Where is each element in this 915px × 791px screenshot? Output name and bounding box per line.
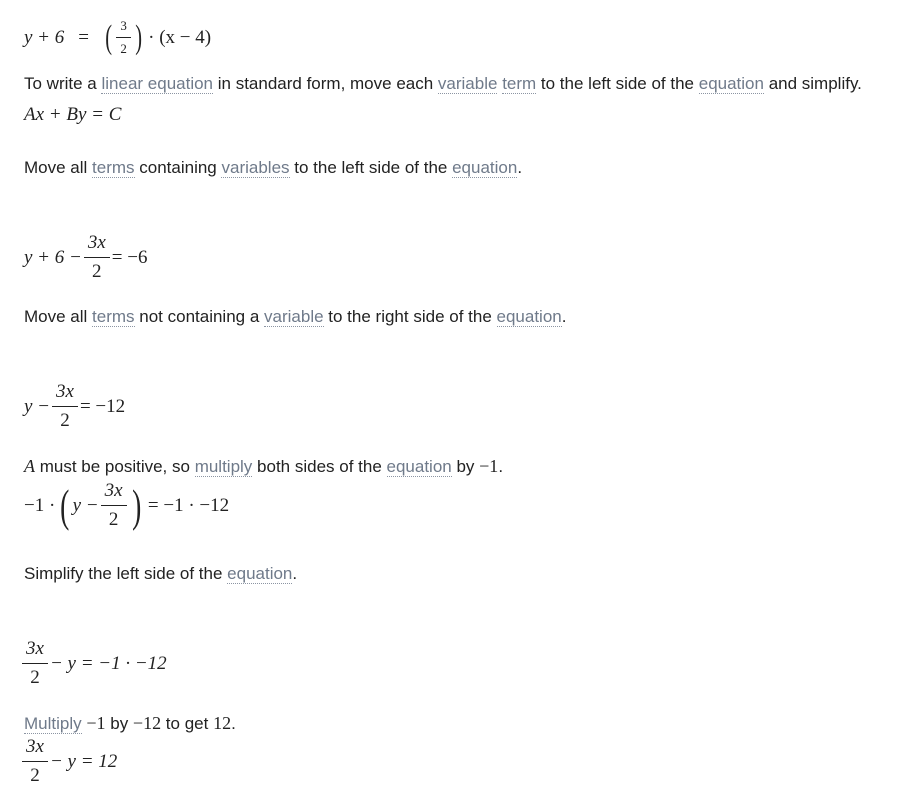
- text: containing: [134, 158, 222, 177]
- math-expression: y −: [72, 494, 99, 516]
- link-terms[interactable]: terms: [92, 307, 135, 326]
- math-variable: A: [24, 456, 35, 476]
- text: not containing a: [134, 307, 265, 326]
- text: .: [561, 307, 567, 326]
- text: .: [292, 564, 298, 583]
- link-equation[interactable]: equation: [698, 74, 764, 93]
- fraction-numerator: 3x: [56, 381, 74, 402]
- fraction-denominator: 2: [52, 406, 78, 432]
- text: Move all: [24, 307, 93, 326]
- text: in standard form, move each: [213, 74, 438, 93]
- link-term[interactable]: term: [502, 74, 537, 93]
- link-equation[interactable]: equation: [386, 457, 452, 476]
- link-equation[interactable]: equation: [452, 158, 518, 177]
- link-variable[interactable]: variable: [264, 307, 324, 326]
- link-variable[interactable]: variable: [437, 74, 498, 93]
- equation-step: [24, 480, 229, 531]
- step-explanation: [24, 74, 862, 94]
- fraction: [86, 232, 108, 283]
- fraction-numerator: 3: [120, 18, 127, 33]
- step-explanation: [24, 713, 236, 734]
- text: Move all: [24, 158, 93, 177]
- fraction: [103, 480, 125, 531]
- link-multiply[interactable]: multiply: [194, 457, 253, 476]
- left-paren: (: [105, 18, 113, 56]
- equation-final: [24, 736, 117, 787]
- math-expression: · (x − 4): [148, 26, 212, 48]
- math-expression: − y = 12: [49, 750, 118, 772]
- fraction-numerator: 3x: [87, 232, 106, 253]
- math-expression: = −1 · −12: [147, 494, 230, 516]
- equation-step: [24, 638, 167, 689]
- step-explanation: [24, 158, 522, 178]
- fraction-denominator: 2: [22, 761, 48, 787]
- text: .: [498, 457, 504, 476]
- text: must be positive, so: [35, 457, 195, 476]
- fraction: [24, 736, 46, 787]
- math-expression: y + 6: [24, 26, 65, 48]
- equation-step: [24, 381, 125, 432]
- link-multiply[interactable]: Multiply: [24, 714, 82, 733]
- math-number: −12: [132, 713, 162, 733]
- fraction-denominator: 2: [116, 37, 131, 57]
- text: both sides of the: [252, 457, 387, 476]
- text: .: [231, 714, 236, 733]
- fraction-denominator: 2: [101, 505, 127, 531]
- link-variables[interactable]: variables: [221, 158, 290, 177]
- text: and simplify.: [763, 74, 862, 93]
- text: by: [451, 457, 480, 476]
- link-equation[interactable]: equation: [496, 307, 562, 326]
- right-paren: ): [135, 18, 142, 56]
- text: To write a: [24, 74, 102, 93]
- math-number: −1: [479, 456, 499, 476]
- text: to the left side of the: [289, 158, 453, 177]
- math-expression: y + 6 −: [24, 246, 82, 268]
- left-paren: (: [60, 479, 70, 531]
- fraction: [54, 381, 76, 432]
- standard-form-formula: Ax + By = C: [24, 104, 122, 125]
- math-expression: − y = −1 · −12: [49, 652, 167, 674]
- math-expression: = −6: [111, 246, 148, 268]
- text: to the right side of the: [323, 307, 497, 326]
- fraction-numerator: 3x: [26, 736, 44, 757]
- math-expression: y −: [24, 395, 51, 417]
- fraction-denominator: 2: [84, 257, 110, 283]
- right-paren: ): [131, 479, 141, 531]
- fraction-numerator: 3x: [104, 480, 123, 501]
- text: to the left side of the: [536, 74, 699, 93]
- fraction-denominator: 2: [22, 663, 48, 689]
- fraction: [24, 638, 46, 689]
- link-equation[interactable]: equation: [227, 564, 293, 583]
- step-explanation: [24, 307, 566, 327]
- text: by: [105, 714, 133, 733]
- math-expression: −1 ·: [24, 494, 56, 516]
- equation-step: [24, 232, 147, 283]
- text: Simplify the left side of the: [24, 564, 228, 583]
- fraction: [118, 18, 129, 57]
- text: to get: [161, 714, 214, 733]
- math-number: 12: [213, 713, 232, 733]
- link-terms[interactable]: terms: [92, 158, 135, 177]
- math-number: −1: [86, 713, 106, 733]
- math-expression: = −12: [79, 395, 126, 417]
- step-explanation: [24, 564, 297, 584]
- equation-start: [24, 18, 211, 57]
- fraction-numerator: 3x: [26, 638, 44, 659]
- step-explanation: [24, 456, 503, 477]
- link-linear-equation[interactable]: linear equation: [101, 74, 214, 93]
- text: .: [517, 158, 523, 177]
- equals-sign: =: [78, 26, 89, 48]
